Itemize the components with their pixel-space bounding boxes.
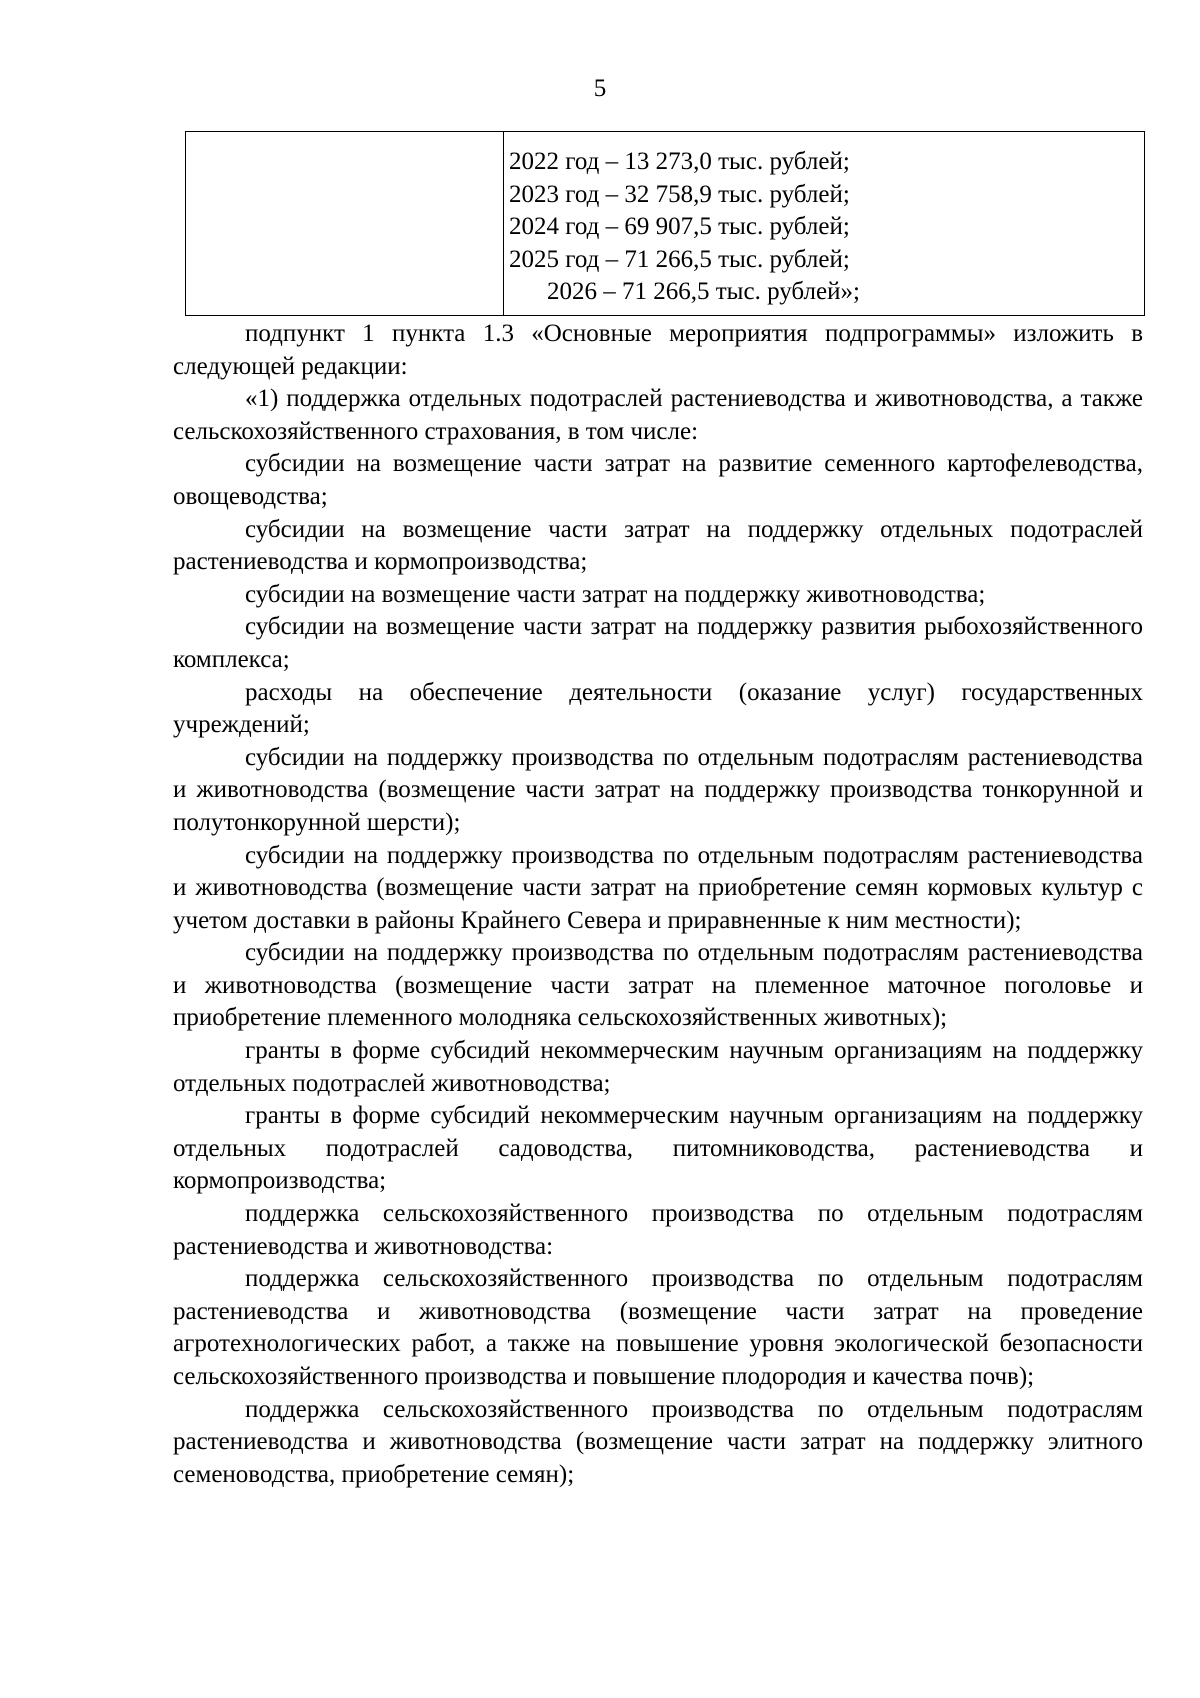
budget-table-right-cell: [504, 132, 1144, 315]
paragraph: субсидии на поддержку производства по отдельным подотраслям растениеводства и животноводства (возмещение части затрат на приобретение семян кормовых культур с учетом доставки в районы Крайнего Севера и приравненные к ним местности);: [173, 841, 1143, 934]
budget-line-2022: 2022 год – 13 273,0 тыс. рублей;: [509, 148, 850, 175]
paragraph: субсидии на поддержку производства по отдельным подотраслям растениеводства и животноводства (возмещение части затрат на племенное маточное поголовье и приобретение племенного молодняка сельскохозяйственных животных);: [173, 939, 1143, 1032]
paragraph: субсидии на возмещение части затрат на развитие семенного картофелеводства, овощеводства;: [173, 450, 1143, 510]
paragraph: субсидии на возмещение части затрат на поддержку животноводства;: [245, 580, 986, 608]
paragraph: поддержка сельскохозяйственного производства по отдельным подотраслям растениеводства и животноводства:: [173, 1200, 1143, 1260]
page-number: 5: [593, 75, 607, 102]
paragraph: субсидии на возмещение части затрат на поддержку развития рыбохозяйственного комплекса;: [173, 613, 1143, 673]
budget-table: [185, 131, 1145, 316]
paragraph: гранты в форме субсидий некоммерческим научным организациям на поддержку отдельных подотраслей садоводства, питомниководства, растениеводства и кормопроизводства;: [173, 1102, 1143, 1195]
paragraph: поддержка сельскохозяйственного производства по отдельным подотраслям растениеводства и животноводства (возмещение части затрат на проведение агротехнологических работ, а также на повышение уровня экологической безопасности сельскохозяйственного производства и повышение плодородия и качества почв);: [173, 1265, 1143, 1390]
budget-line-2026: 2026 – 71 266,5 тыс. рублей»;: [547, 278, 860, 305]
document-body: [173, 318, 1143, 1491]
paragraph: субсидии на возмещение части затрат на поддержку отдельных подотраслей растениеводства и кормопроизводства;: [173, 515, 1143, 576]
budget-table-left-cell: [186, 132, 504, 315]
budget-line-2025: 2025 год – 71 266,5 тыс. рублей;: [509, 245, 850, 273]
paragraph: гранты в форме субсидий некоммерческим научным организациям на поддержку отдельных подотраслей животноводства;: [173, 1037, 1143, 1097]
paragraph: подпункт 1 пункта 1.3 «Основные мероприятия подпрограммы» изложить в следующей редакции:: [173, 320, 1143, 380]
paragraph: поддержка сельскохозяйственного производства по отдельным подотраслям растениеводства и животноводства (возмещение части затрат на поддержку элитного семеноводства, приобретение семян);: [173, 1395, 1143, 1488]
budget-line-2024: 2024 год – 69 907,5 тыс. рублей;: [509, 213, 850, 240]
budget-line-2023: 2023 год – 32 758,9 тыс. рублей;: [509, 180, 850, 208]
paragraph: субсидии на поддержку производства по отдельным подотраслям растениеводства и животноводства (возмещение части затрат на поддержку производства тонкорунной и полутонкорунной шерсти);: [173, 743, 1143, 836]
paragraph: расходы на обеспечение деятельности (оказание услуг) государственных учреждений;: [173, 678, 1143, 739]
paragraph: «1) поддержка отдельных подотраслей растениеводства и животноводства, а также сельскохозяйственного страхования, в том числе:: [173, 385, 1143, 445]
